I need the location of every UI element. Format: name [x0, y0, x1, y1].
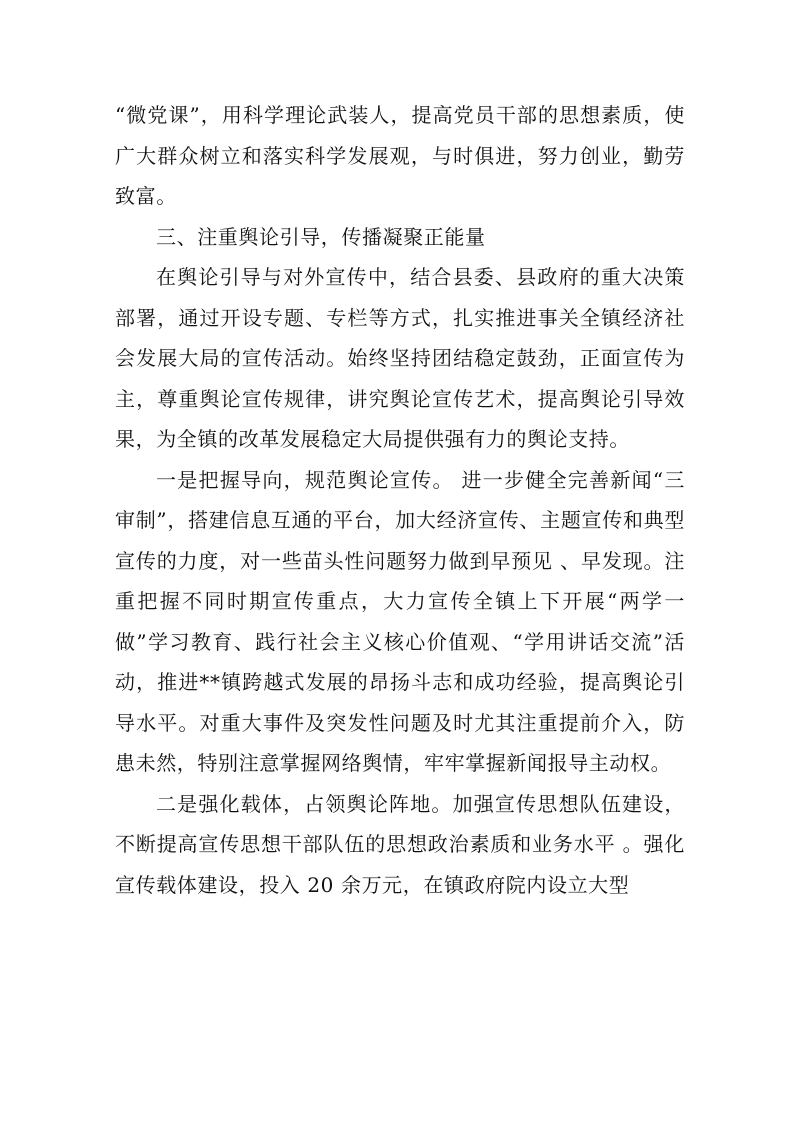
- paragraph-guidance: 一是把握导向，规范舆论宣传。 进一步健全完善新闻“三审制”，搭建信息互通的平台，加大经济宣传、主题宣传和典型宣传的力度，对一些苗头性问题努力做到早预见 、早发现。注重把握不同时期宣传重点，大力宣传全镇上下开展“两学一做”学习教育、践行社会主义核心价值观、“学用讲话交流”活动，推进**镇跨越式发展的昂扬斗志和成功经验，提高舆论引导水平。对重大事件及突发性问题及时尤其注重提前介入，防患未然，特别注意掌握网络舆情，牢牢掌握新闻报导主动权。: [115, 467, 685, 775]
- document-body: [115, 95, 685, 905]
- paragraph-public-opinion: 在舆论引导与对外宣传中，结合县委、县政府的重大决策部署，通过开设专题、专栏等方式，扎实推进事关全镇经济社会发展大局的宣传活动。始终坚持团结稳定鼓劲，正面宣传为主，尊重舆论宣传规律，讲究舆论宣传艺术，提高舆论引导效果，为全镇的改革发展稳定大局提供强有力的舆论支持。: [115, 265, 685, 451]
- paragraph-continued: “微党课”，用科学理论武装人，提高党员干部的思想素质，使广大群众树立和落实科学发展观，与时俱进，努力创业，勤劳致富。: [115, 103, 685, 208]
- paragraph-carriers: 二是强化载体，占领舆论阵地。加强宣传思想队伍建设，不断提高宣传思想干部队伍的思想政治素质和业务水平 。强化宣传载体建设，投入 20 余万元，在镇政府院内设立大型: [115, 791, 685, 897]
- section-heading: 三、注重舆论引导，传播凝聚正能量: [156, 224, 486, 249]
